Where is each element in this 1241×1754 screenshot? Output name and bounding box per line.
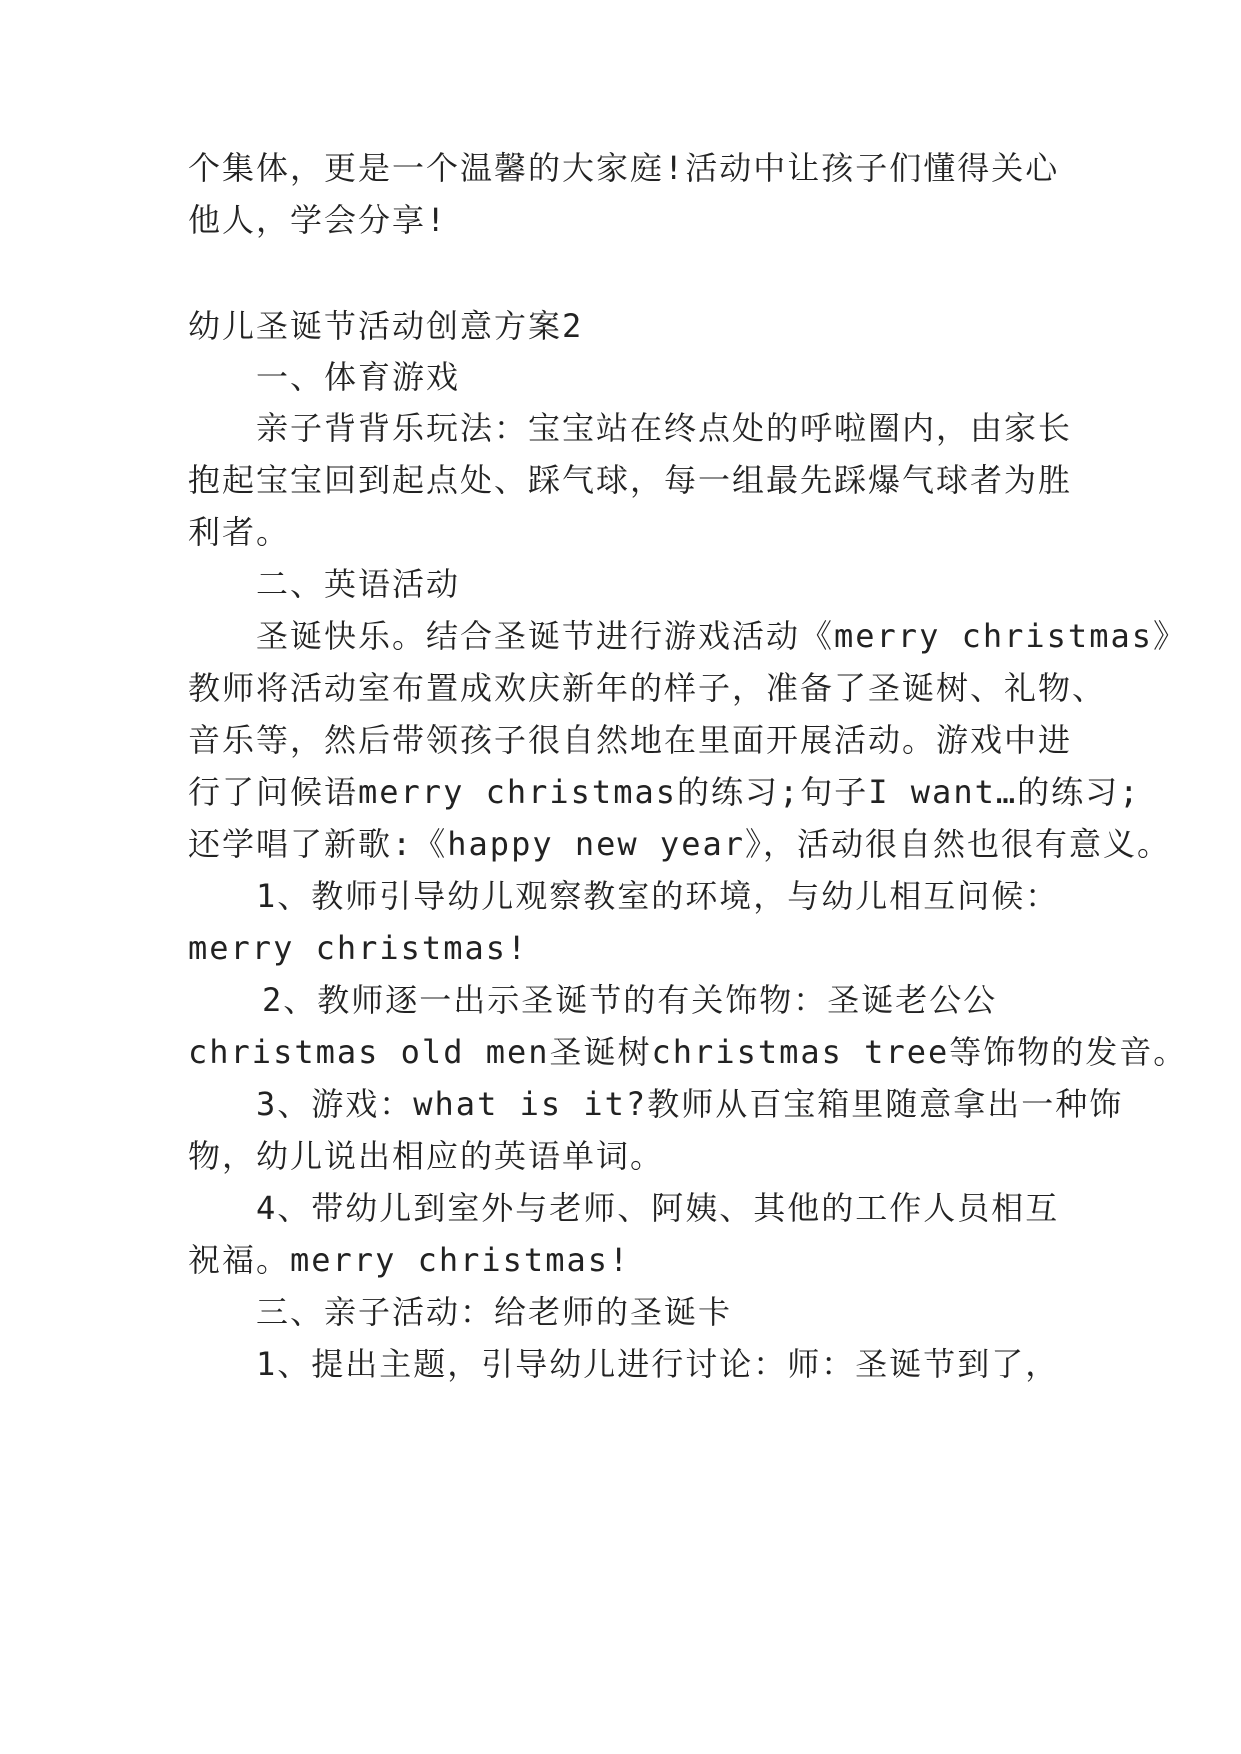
paragraph-line: 他人，学会分享! bbox=[188, 201, 448, 239]
step-line: 祝福。merry christmas! bbox=[188, 1241, 631, 1279]
paragraph-line: 抱起宝宝回到起点处、踩气球，每一组最先踩爆气球者为胜 bbox=[188, 461, 1073, 499]
paragraph-line: 教师将活动室布置成欢庆新年的样子，准备了圣诞树、礼物、 bbox=[188, 669, 1107, 707]
paragraph-line: 个集体，更是一个温馨的大家庭!活动中让孩子们懂得关心 bbox=[188, 149, 1060, 187]
step-line: 1、教师引导幼儿观察教室的环境，与幼儿相互问候： bbox=[256, 877, 1060, 915]
part3-heading: 三、亲子活动：给老师的圣诞卡 bbox=[256, 1293, 733, 1331]
paragraph-line: 圣诞快乐。结合圣诞节进行游戏活动《merry christmas》 bbox=[256, 617, 1187, 655]
step-line: 3、游戏：what is it?教师从百宝箱里随意拿出一种饰 bbox=[256, 1085, 1124, 1123]
paragraph-line: 利者。 bbox=[188, 513, 291, 551]
step-line: 物，幼儿说出相应的英语单词。 bbox=[188, 1137, 665, 1175]
step-line: 4、带幼儿到室外与老师、阿姨、其他的工作人员相互 bbox=[256, 1189, 1060, 1227]
part2-heading: 二、英语活动 bbox=[256, 565, 461, 603]
paragraph-line: 音乐等，然后带领孩子很自然地在里面开展活动。游戏中进 bbox=[188, 721, 1073, 759]
part1-heading: 一、体育游戏 bbox=[256, 358, 461, 396]
step-line: 2、教师逐一出示圣诞节的有关饰物：圣诞老公公 bbox=[262, 981, 998, 1019]
paragraph-line: 1、提出主题，引导幼儿进行讨论：师：圣诞节到了， bbox=[256, 1345, 1060, 1383]
section-title: 幼儿圣诞节活动创意方案2 bbox=[188, 307, 584, 345]
step-line: christmas old men圣诞树christmas tree等饰物的发音。 bbox=[188, 1033, 1188, 1071]
paragraph-line: 还学唱了新歌:《happy new year》，活动很自然也很有意义。 bbox=[188, 825, 1171, 863]
step-line: merry christmas! bbox=[188, 929, 529, 967]
paragraph-line: 行了问候语merry christmas的练习;句子I want…的练习; bbox=[188, 773, 1141, 811]
paragraph-line: 亲子背背乐玩法：宝宝站在终点处的呼啦圈内，由家长 bbox=[256, 409, 1073, 447]
